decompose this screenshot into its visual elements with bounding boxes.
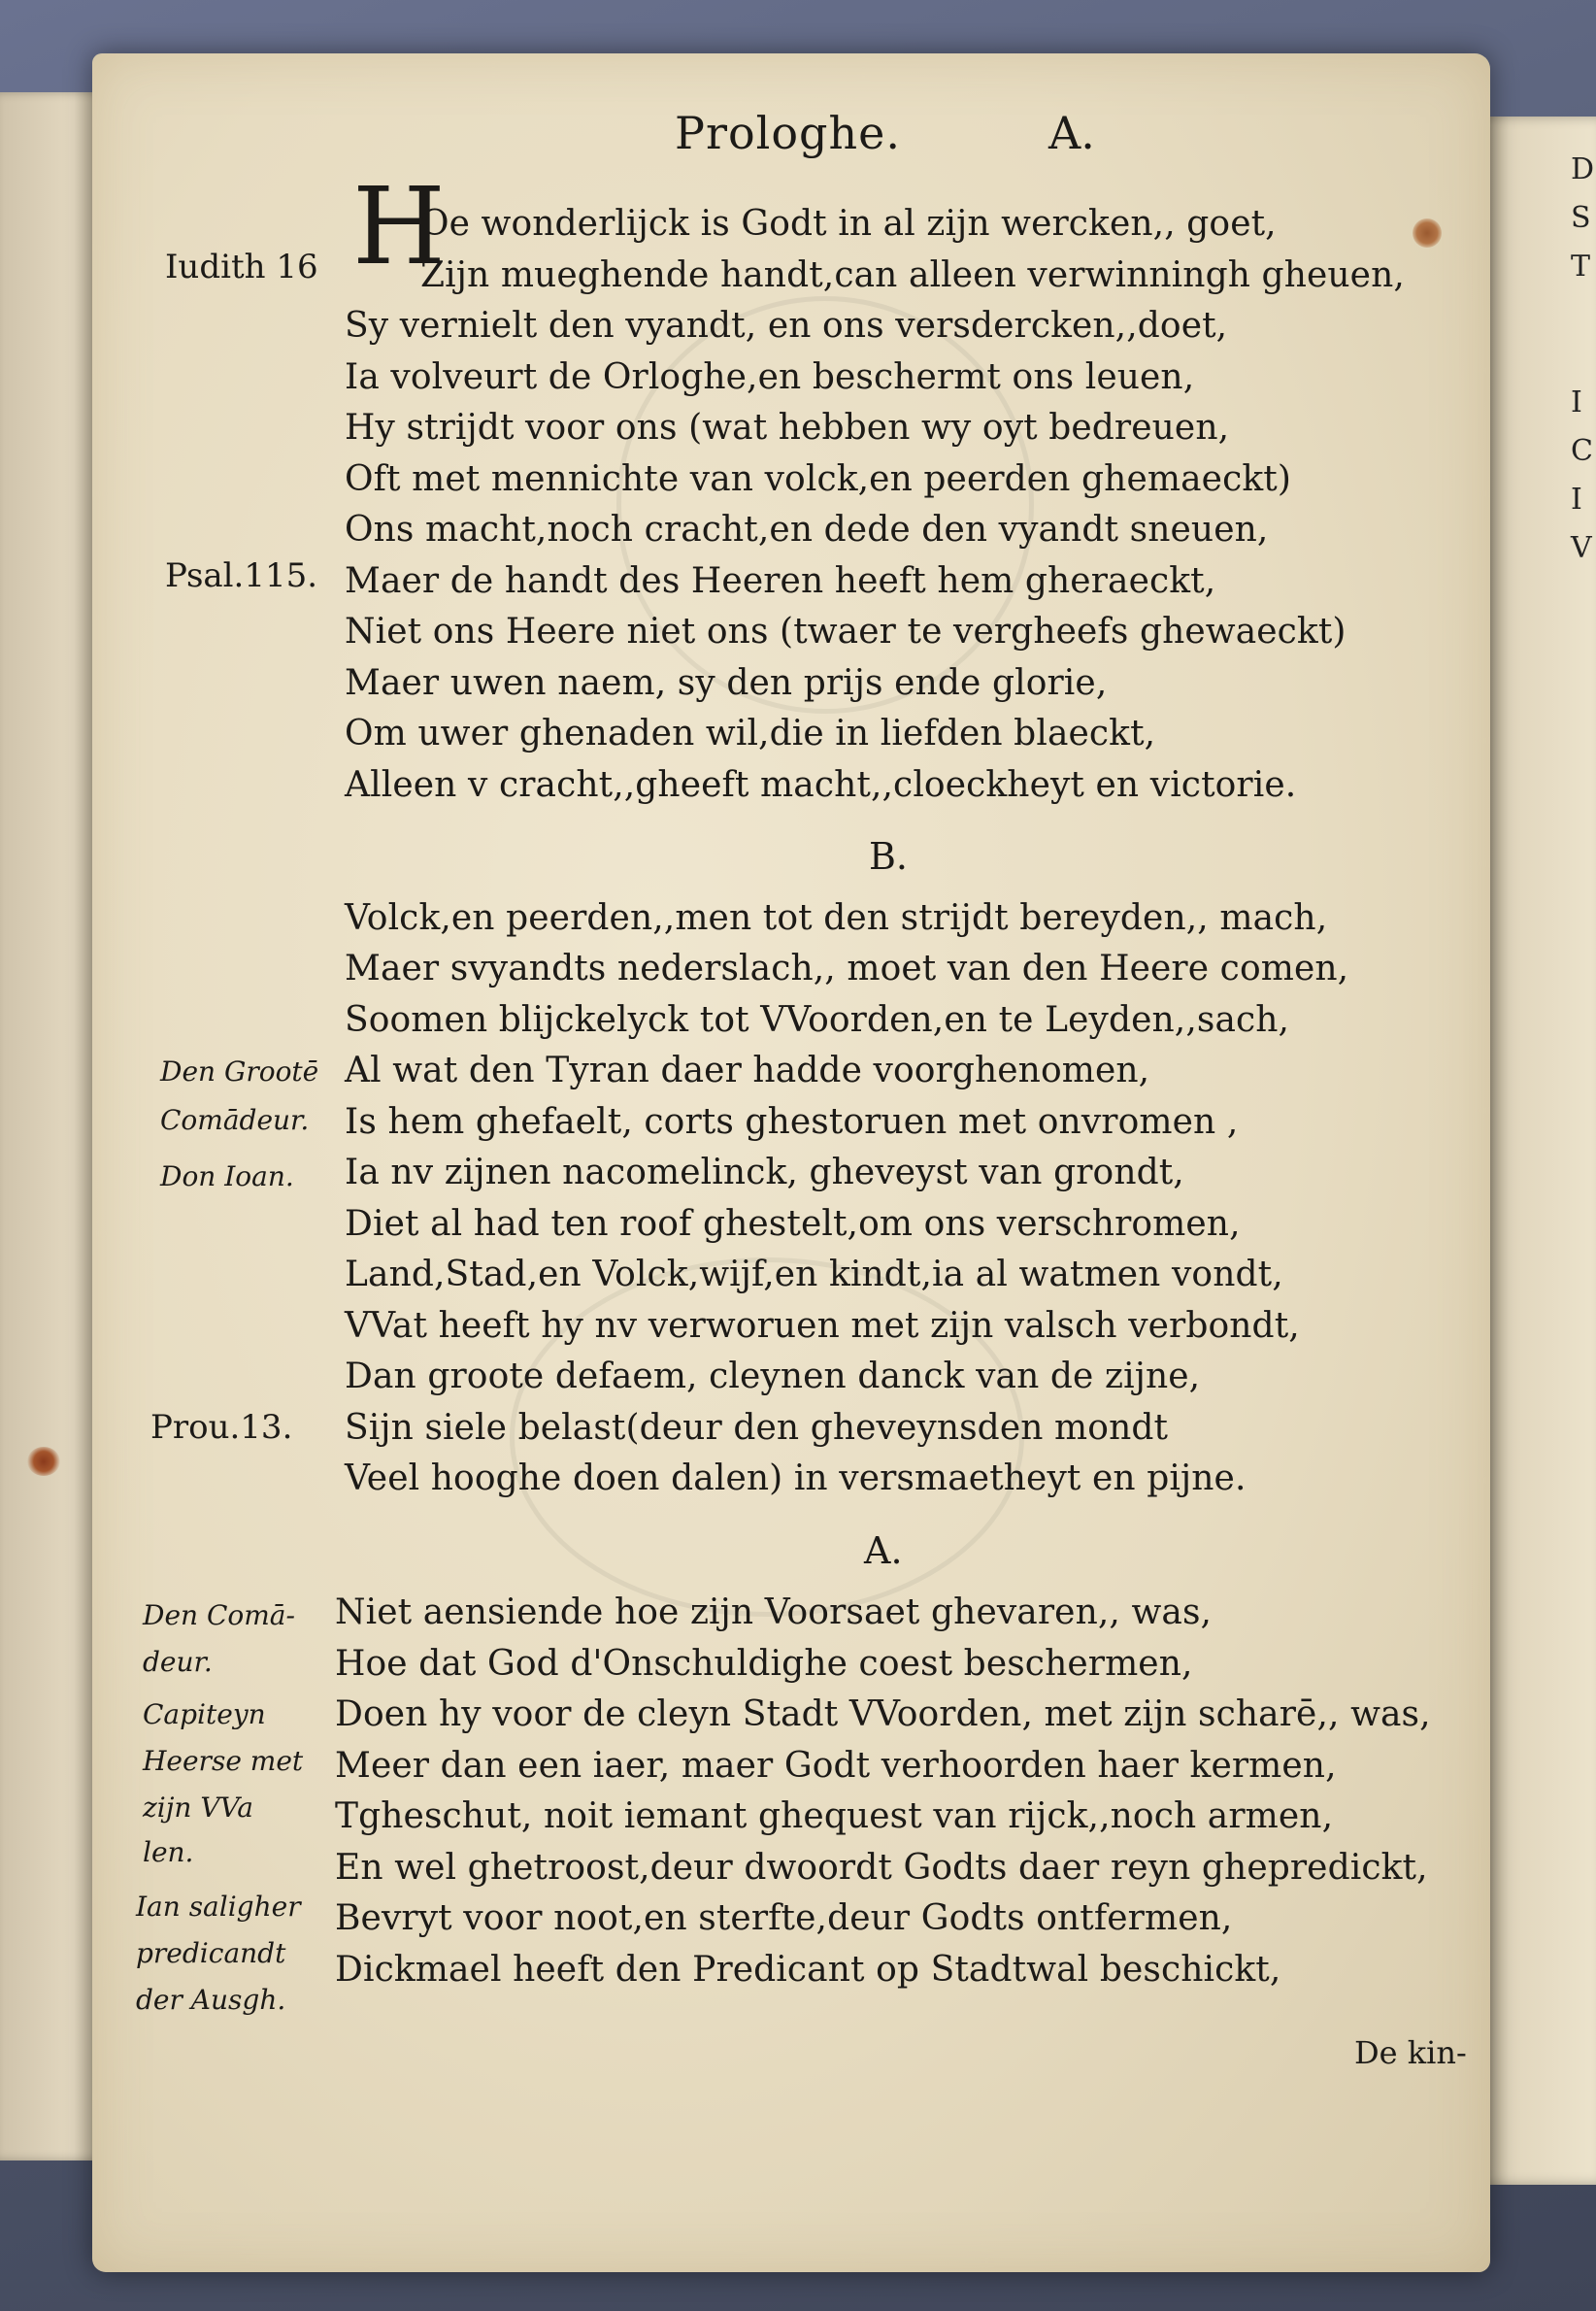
verse-line: Veel hooghe doen dalen) in versmaetheyt en pijne. — [345, 1458, 1247, 1498]
foxing-stain — [27, 1447, 60, 1476]
facing-letter: C — [1571, 434, 1593, 468]
verse-line: Bevryt voor noot,en sterfte,deur Godts ontfermen, — [335, 1898, 1233, 1938]
margin-note: zijn VVa — [143, 1792, 253, 1824]
verse-line: VVat heeft hy nv verworuen met zijn valsch verbondt, — [345, 1306, 1300, 1346]
verse-line: Hy strijdt voor ons (wat hebben wy oyt bedreuen, — [345, 408, 1230, 448]
drop-cap: H — [352, 164, 446, 288]
running-head: Prologhe. — [675, 107, 901, 159]
left-page-edge — [0, 92, 107, 2160]
verse-line: Zijn mueghende handt,can alleen verwinningh gheuen, — [420, 255, 1405, 295]
margin-note: Den Comā- — [143, 1599, 295, 1631]
margin-note: Den Grootē — [160, 1055, 319, 1088]
facing-letter: T — [1571, 250, 1591, 284]
margin-note: Comādeur. — [160, 1104, 310, 1136]
margin-note: deur. — [143, 1646, 213, 1678]
verse-line: Al wat den Tyran daer hadde voorghenomen, — [345, 1051, 1150, 1090]
facing-letter: I — [1571, 483, 1582, 517]
verse-line: Doen hy voor de cleyn Stadt VVoorden, met zijn scharē,, was, — [335, 1694, 1431, 1734]
verse-line: Alleen v cracht,,gheeft macht,,cloeckheyt en victorie. — [345, 765, 1297, 805]
margin-note: predicandt — [136, 1937, 286, 1969]
page-text — [92, 53, 1490, 2272]
verse-line: Sy vernielt den vyandt, en ons versdercken,,doet, — [345, 306, 1228, 346]
verse-line: Sijn siele belast(deur den gheveynsden mondt — [345, 1408, 1169, 1448]
margin-note: der Ausgh. — [136, 1984, 286, 2016]
facing-letter: D — [1571, 152, 1595, 186]
facing-page-text — [1571, 146, 1596, 573]
verse-line: Niet ons Heere niet ons (twaer te vergheefs ghewaeckt) — [345, 612, 1347, 652]
stanza-label: B. — [869, 835, 909, 878]
margin-note: Psal.115. — [165, 556, 318, 595]
catchword: De kin- — [1354, 2034, 1467, 2071]
margin-note: Prou.13. — [150, 1408, 293, 1447]
verse-line: Oe wonderlijck is Godt in al zijn wercken,, goet, — [420, 204, 1277, 244]
margin-note: len. — [143, 1836, 194, 1868]
facing-letter: I — [1571, 385, 1582, 419]
verse-line: En wel ghetroost,deur dwoordt Godts daer reyn ghepredickt, — [335, 1848, 1428, 1888]
verse-line: Is hem ghefaelt, corts ghestoruen met onvromen , — [345, 1102, 1239, 1142]
stanza-label: A. — [864, 1529, 903, 1572]
facing-letter: S — [1571, 201, 1591, 235]
margin-note: Don Ioan. — [160, 1160, 294, 1192]
verse-line: Om uwer ghenaden wil,die in liefden blaeckt, — [345, 714, 1156, 754]
verse-line: Maer de handt des Heeren heeft hem gheraeckt, — [345, 561, 1216, 601]
verse-line: Ons macht,noch cracht,en dede den vyandt sneuen, — [345, 510, 1269, 550]
verse-line: Maer svyandts nederslach,, moet van den Heere comen, — [345, 949, 1349, 988]
verse-line: Maer uwen naem, sy den prijs ende glorie, — [345, 663, 1108, 703]
verse-line: Oft met mennichte van volck,en peerden ghemaeckt) — [345, 459, 1291, 499]
verse-line: Ia nv zijnen nacomelinck, gheveyst van grondt, — [345, 1153, 1184, 1192]
verse-line: Meer dan een iaer, maer Godt verhoorden haer kermen, — [335, 1746, 1337, 1786]
facing-letter: V — [1571, 531, 1592, 565]
verse-line: Soomen blijckelyck tot VVoorden,en te Leyden,,sach, — [345, 1000, 1290, 1040]
verse-line: Diet al had ten roof ghestelt,om ons verschromen, — [345, 1204, 1241, 1244]
book-page — [92, 53, 1490, 2272]
verse-line: Volck,en peerden,,men tot den strijdt bereyden,, mach, — [345, 898, 1328, 938]
margin-note: Heerse met — [143, 1745, 304, 1777]
signature-mark: A. — [1048, 107, 1095, 159]
verse-line: Dickmael heeft den Predicant op Stadtwal beschickt, — [335, 1950, 1281, 1990]
margin-note: Iudith 16 — [165, 248, 318, 286]
verse-line: Ia volveurt de Orloghe,en beschermt ons leuen, — [345, 357, 1195, 397]
verse-line: Hoe dat God d'Onschuldighe coest beschermen, — [335, 1644, 1193, 1684]
margin-note: Capiteyn — [143, 1698, 266, 1730]
margin-note: Ian saligher — [136, 1891, 301, 1923]
verse-line: Land,Stad,en Volck,wijf,en kindt,ia al watmen vondt, — [345, 1255, 1283, 1294]
verse-line: Tgheschut, noit iemant ghequest van rijck,,noch armen, — [335, 1796, 1334, 1836]
verse-line: Dan groote defaem, cleynen danck van de zijne, — [345, 1356, 1201, 1396]
verse-line: Niet aensiende hoe zijn Voorsaet ghevaren,, was, — [335, 1592, 1213, 1632]
